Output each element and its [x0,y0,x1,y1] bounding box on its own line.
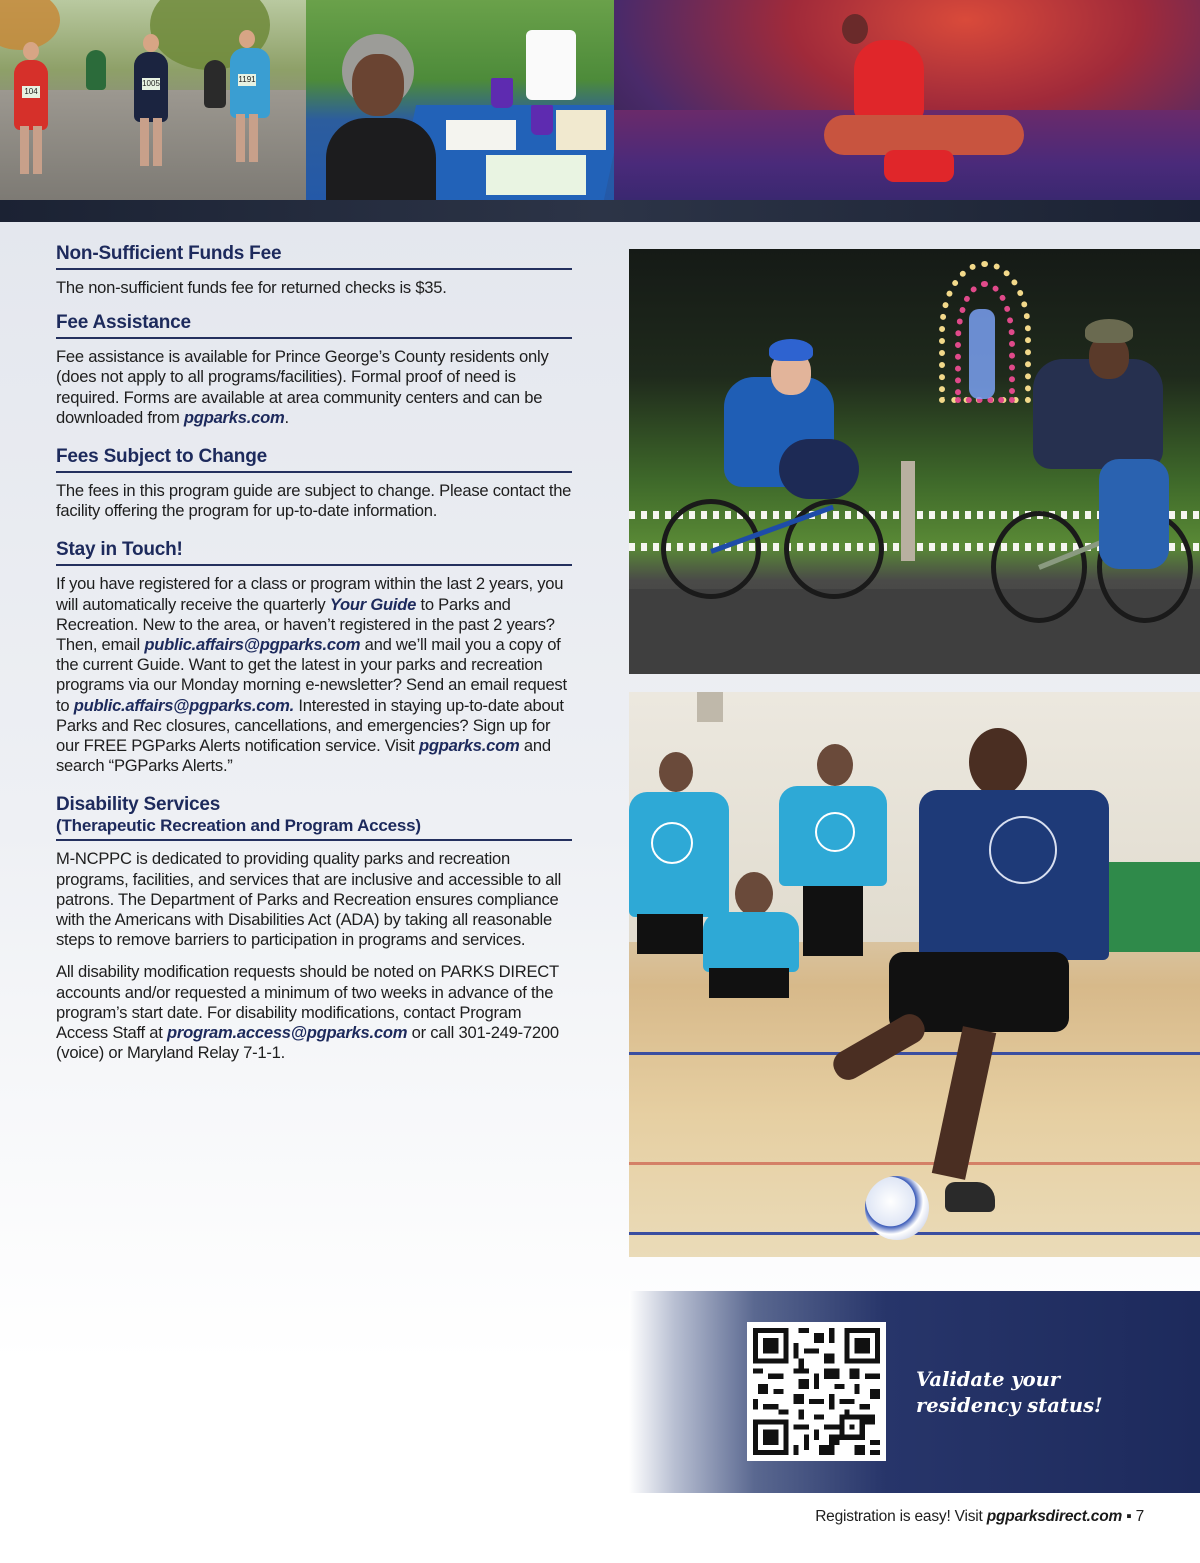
light-figure [969,309,995,399]
section-body [56,347,572,428]
smiling-woman [326,40,436,200]
qr-caption-line: Validate your [916,1368,1061,1391]
dancer-reclining [824,115,1024,155]
photo-cyclists [629,249,1200,674]
paper-towel-roll [526,30,576,100]
soccer-ball [865,1176,929,1240]
bib-label: 1191 [238,75,256,84]
paint-palette [446,120,516,150]
photo-runners [0,0,306,200]
info-column [56,243,572,1063]
body-text: Fee assistance is available for Prince George’s County residents only (does not apply to all programs/facilities). Formal proof of need is required. Forms are available at area community centers and can be downloaded from [56,347,549,427]
section-disability-services [56,794,572,1063]
page-footer [815,1508,1144,1526]
pgparks-link[interactable]: pgparks.com [418,736,520,756]
section-body [56,962,572,1063]
section-body: The non-sufficient funds fee for returned checks is $35. [56,278,447,297]
runner [14,60,48,130]
qr-code-icon [753,1328,880,1455]
heading-subtitle: (Therapeutic Recreation and Program Access) [56,816,421,836]
gym-fixture [697,692,723,722]
footer-separator: ▪ [1122,1508,1136,1525]
body-text: and search “PGParks Alerts.” [56,736,551,776]
runner [134,52,168,122]
dancer-shorts [884,150,954,182]
photo-strip-bar [0,200,1200,222]
program-access-email-link[interactable]: program.access@pgparks.com [166,1023,408,1043]
footer-text: Registration is easy! Visit [815,1508,987,1525]
residency-qr-banner [629,1291,1200,1493]
court-line [629,1162,1200,1165]
body-text: . [284,407,289,427]
your-guide-title: Your Guide [329,594,417,614]
body-text: and we’ll mail you a copy of the current Guide. Want to get the latest in your parks and recreation programs via our Monday morning e-newsletter? Send an email request to [56,635,567,715]
body-text: If you have registered for a class or program within the last 2 years, you will automatically receive the quarterly [56,574,564,614]
top-photo-strip [0,0,1200,222]
section-body [56,574,572,776]
dancer-head [842,14,868,44]
page-number: 7 [1135,1508,1144,1525]
bib-label: 104 [22,86,40,98]
body-text: or call 301-249-7200 (voice) or Maryland Relay 7-1-1. [56,1023,559,1063]
body-text: to Parks and Recreation. New to the area, or haven’t registered in the past 2 years? Then, email [56,594,555,655]
cup [491,78,513,108]
section-heading: Non-Sufficient Funds Fee [56,243,572,270]
bike-wheel [784,499,884,599]
section-fee-assistance [56,312,572,428]
helmet [769,339,813,361]
runner [230,48,270,118]
cup [531,105,553,135]
body-text: All disability modification requests should be noted on PARKS DIRECT accounts and/or requested a minimum of two weeks in advance of the program’s start date. For disability modifications, contact Program Access Staff at [56,962,559,1043]
section-body: The fees in this program guide are subject to change. Please contact the facility offering the program for up-to-date information. [56,481,572,521]
pgparksdirect-link[interactable]: pgparksdirect.com [986,1508,1123,1525]
runner [86,50,106,90]
public-affairs-email-link[interactable]: public.affairs@pgparks.com. [73,695,294,715]
artwork-paper [486,155,586,195]
qr-caption [916,1367,1176,1419]
pgparks-link[interactable]: pgparks.com [183,407,285,427]
court-line [629,1052,1200,1055]
section-heading: Fee Assistance [56,312,572,339]
section-heading: Fees Subject to Change [56,446,572,473]
dancer-standing [854,40,924,120]
artwork-paper [556,110,606,150]
body-text: Interested in staying up-to-date about Parks and Rec closures, cancellations, and emergencies? Sign up for our FREE PGParks Alerts notification service. Visit [56,695,564,756]
helmet [1085,319,1133,343]
section-fees-change [56,446,572,521]
heading-title: Disability Services [56,794,221,816]
fence-post [901,461,915,561]
shorts [779,439,859,499]
photo-art-table [306,0,614,200]
bib-label: 1005 [142,79,160,88]
jeans [1099,459,1169,569]
section-heading [56,794,572,841]
photo-dancers [614,0,1200,200]
section-nsf-fee [56,243,572,298]
photo-futsal [629,692,1200,1257]
runner [204,60,226,108]
qr-caption-line: residency status! [916,1394,1103,1417]
section-stay-in-touch [56,539,572,776]
section-body: M-NCPPC is dedicated to providing quality parks and recreation programs, facilities, and services that are inclusive and accessible to all patrons. The Department of Parks and Recreation ensures compliance with the Americans with Disabilities Act (ADA) by taking all reasonable steps to remove barriers to participation in programs and services. [56,849,562,950]
public-affairs-email-link[interactable]: public.affairs@pgparks.com [144,635,361,655]
qr-code[interactable] [747,1322,886,1461]
section-heading: Stay in Touch! [56,539,572,566]
